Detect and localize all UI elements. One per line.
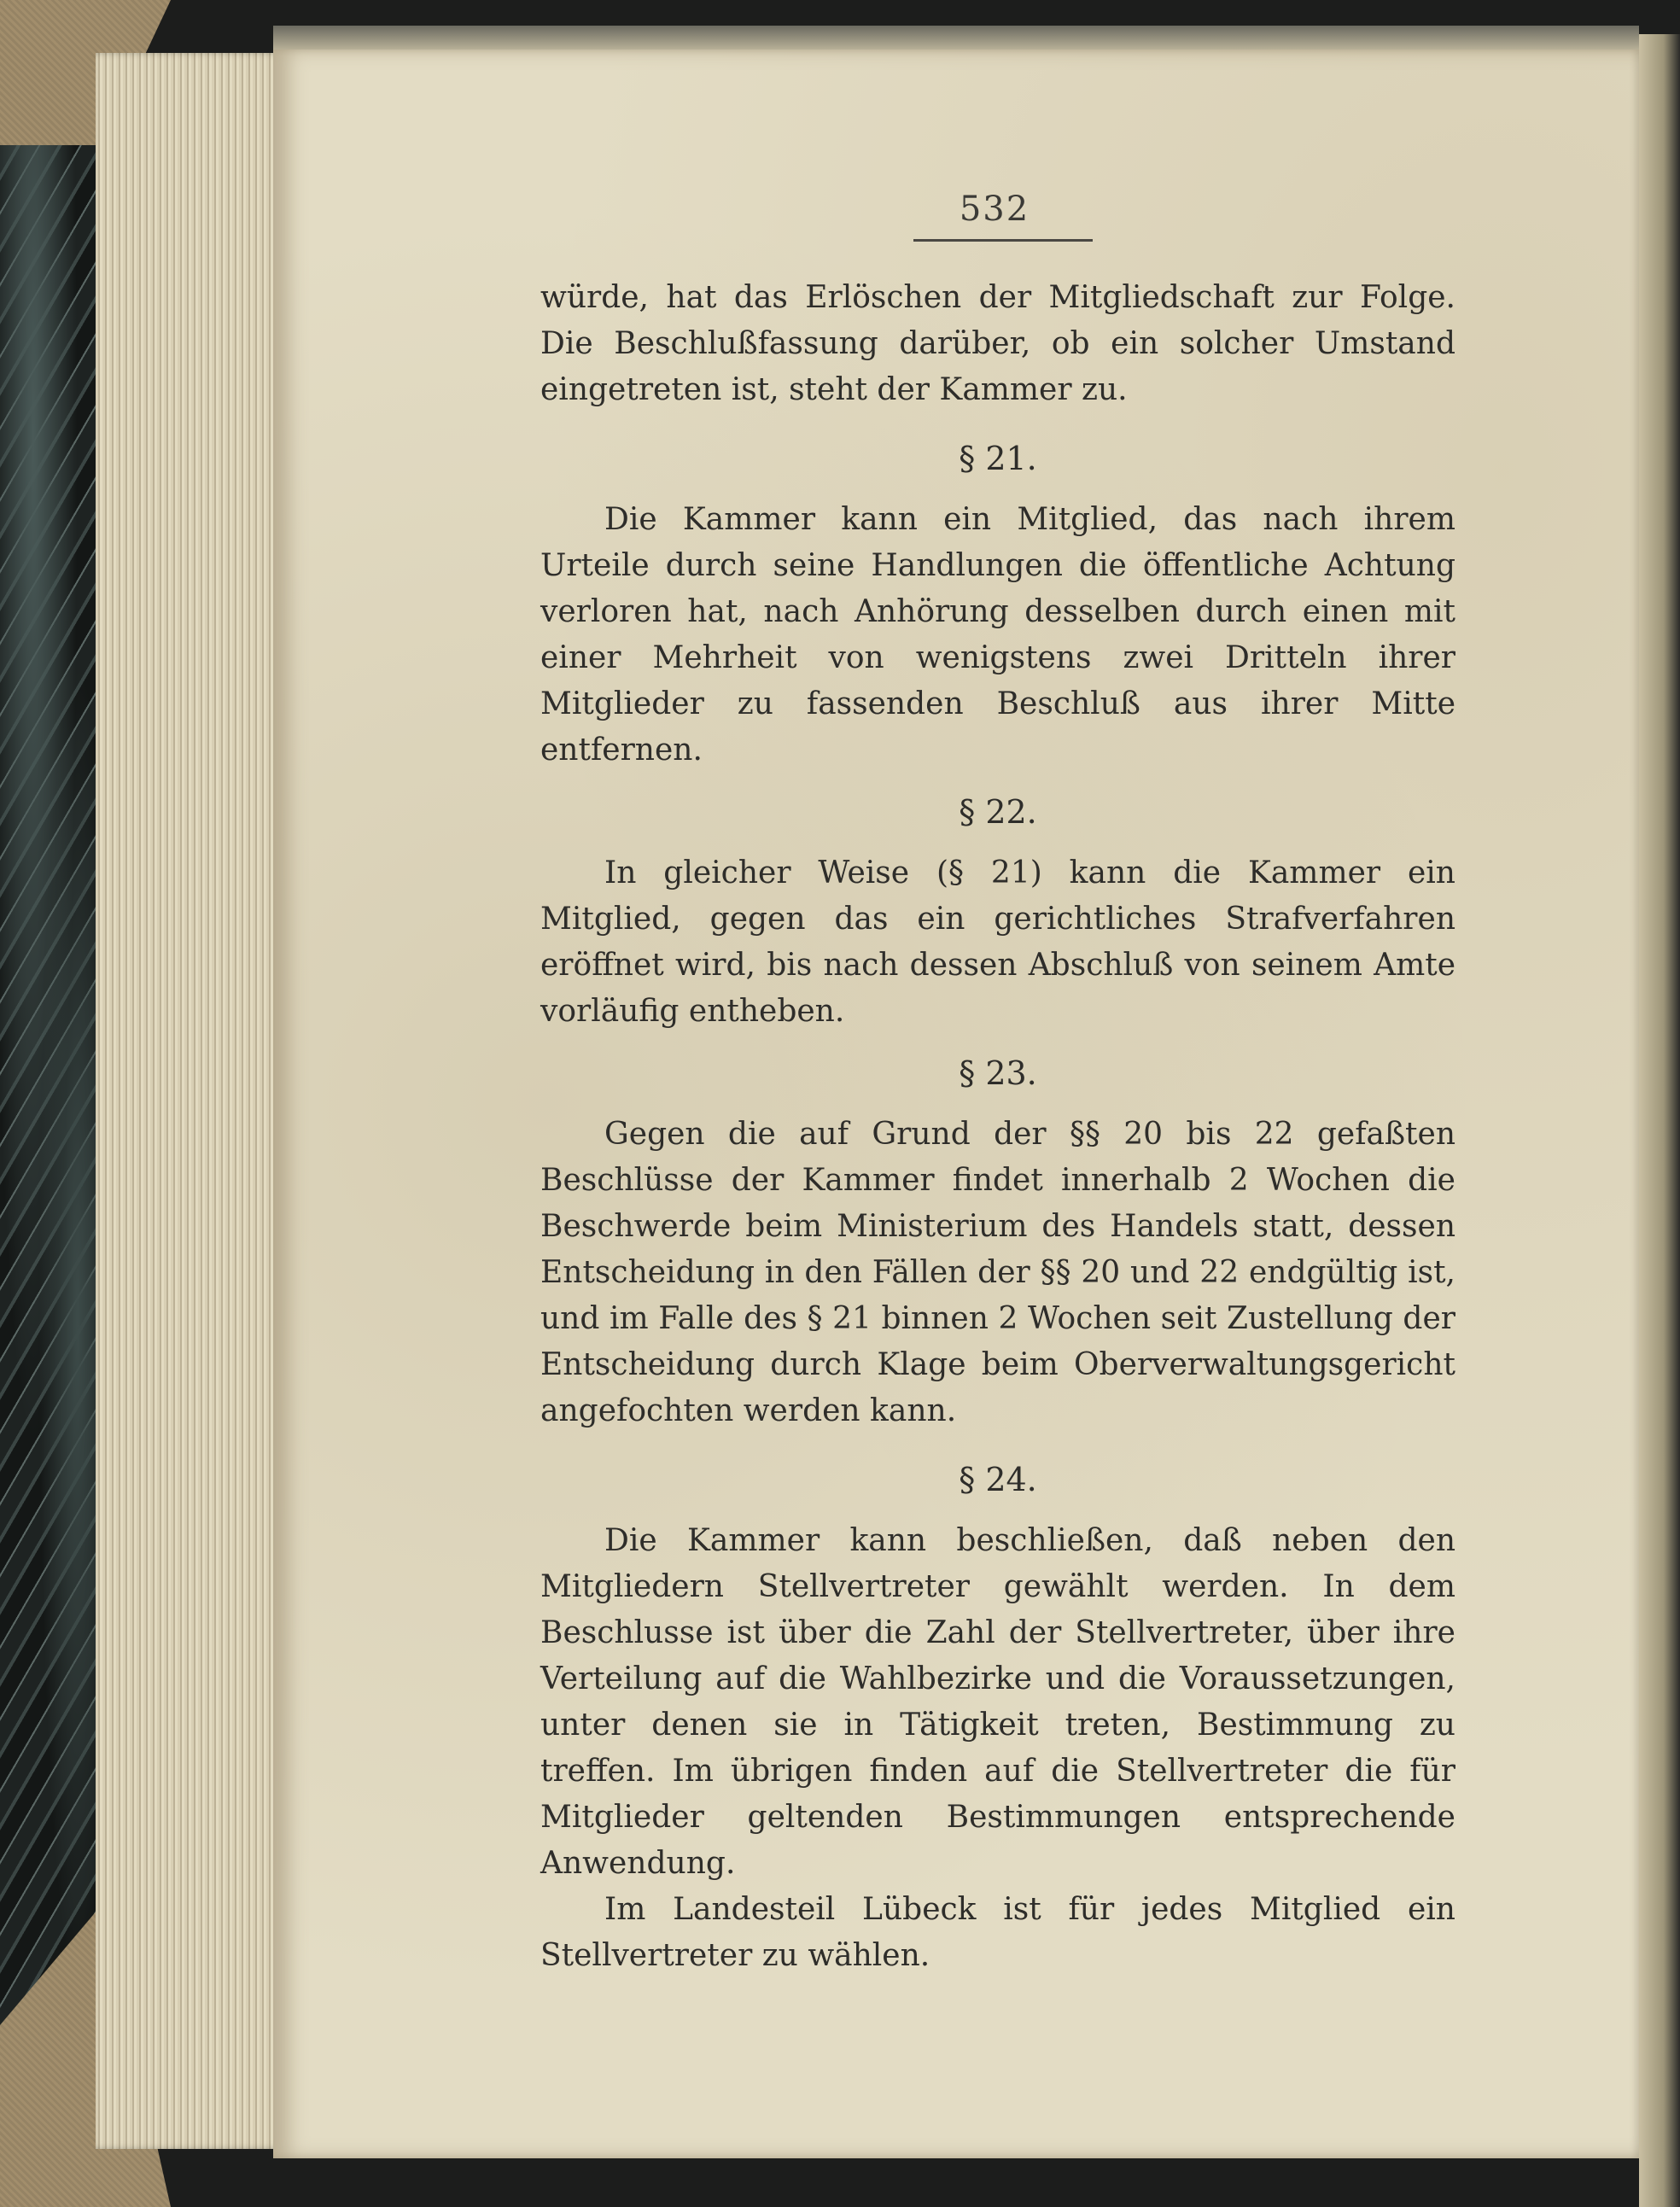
section-heading-21: § 21. xyxy=(959,440,1037,477)
page-number-rule xyxy=(913,239,1093,242)
section-heading-22: § 22. xyxy=(959,793,1037,831)
book-cover-marbled xyxy=(0,0,111,2207)
paragraph-continued: würde, hat das Erlöschen der Mitgliedschaft zur Folge. Die Beschlußfassung darüber, ob ein solcher Umstand eingetreten ist, steht der Kammer zu. xyxy=(540,280,1455,407)
section-heading-23: § 23. xyxy=(959,1054,1037,1092)
section-text-24-a: Die Kammer kann beschließen, daß neben den Mitgliedern Stellvertreter gewählt werden. In dem Beschlusse ist über die Zahl der Stellvertreter, über ihre Verteilung auf die Wahlbezirke und die Voraussetzungen, unter denen sie in Tätigkeit treten, Bestimmung zu treffen. Im übrigen finden auf die Stellvertreter die für Mitglieder geltenden Bestimmungen entsprechende Anwendung. xyxy=(540,1523,1455,1881)
page-number: 532 xyxy=(959,190,1030,229)
section-text-24-b: Im Landesteil Lübeck ist für jedes Mitglied ein Stellvertreter zu wählen. xyxy=(540,1892,1455,1973)
section-text-22: In gleicher Weise (§ 21) kann die Kammer ein Mitglied, gegen das ein gerichtliches Strafverfahren eröffnet wird, bis nach dessen Abschluß von seinem Amte vorläufig entheben. xyxy=(540,855,1455,1029)
page-text xyxy=(540,275,1455,1979)
top-binding-strip xyxy=(273,26,1639,51)
section-heading-24: § 24. xyxy=(959,1461,1037,1498)
page-block-edge xyxy=(96,53,292,2149)
section-text-23: Gegen die auf Grund der §§ 20 bis 22 gefaßten Beschlüsse der Kammer findet innerhalb 2 Wochen die Beschwerde beim Ministerium des Handels statt, dessen Entscheidung in den Fällen der §§ 20 und 22 endgültig ist, und im Falle des § 21 binnen 2 Wochen seit Zustellung der Entscheidung durch Klage beim Oberverwaltungsgericht angefochten werden kann. xyxy=(540,1117,1455,1428)
right-page-edge xyxy=(1639,34,1680,2207)
section-text-21: Die Kammer kann ein Mitglied, das nach ihrem Urteile durch seine Handlungen die öffentliche Achtung verloren hat, nach Anhörung desselben durch einen mit einer Mehrheit von wenigstens zwei Dritteln ihrer Mitglieder zu fassenden Beschluß aus ihrer Mitte entfernen. xyxy=(540,502,1455,768)
